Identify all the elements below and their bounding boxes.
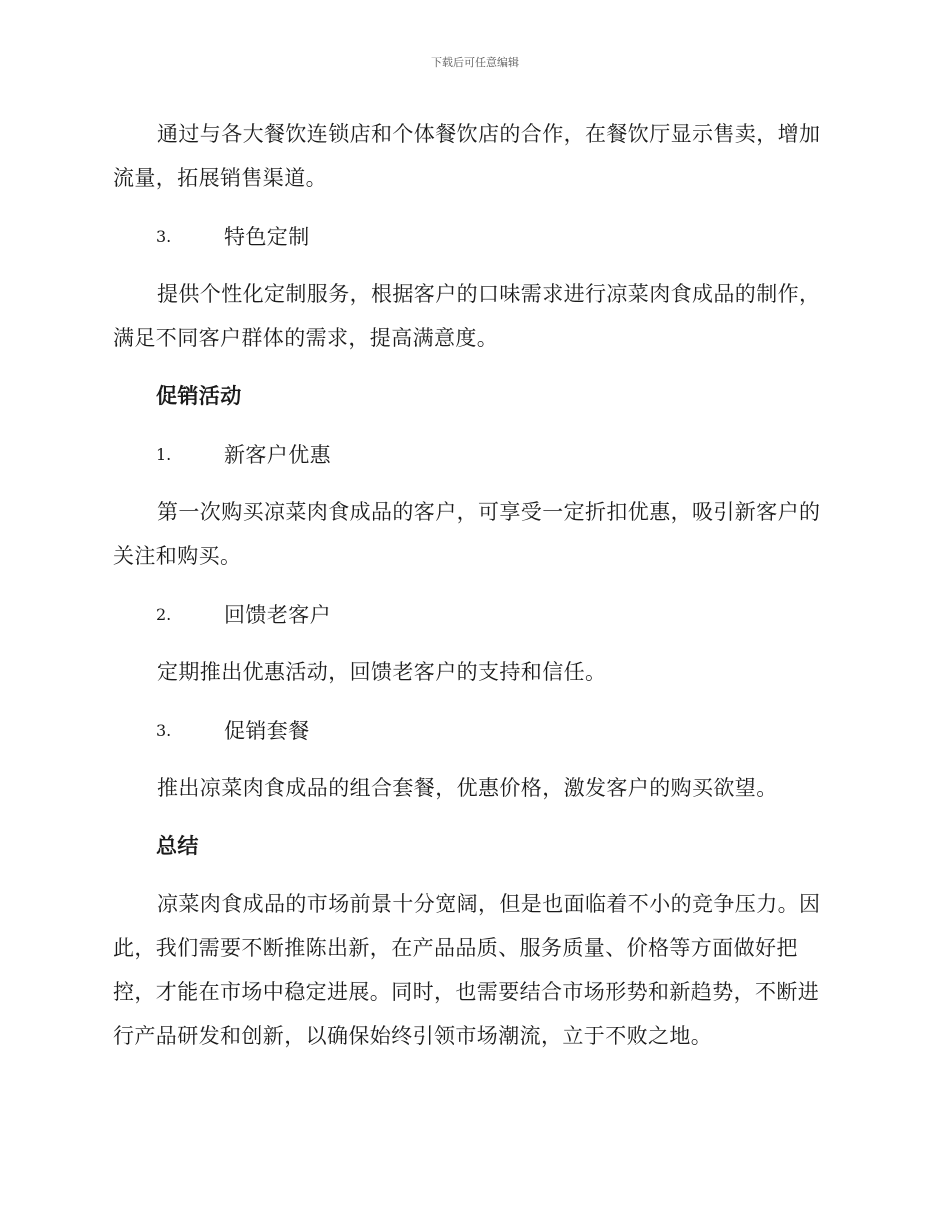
list-item-custom [113,214,833,258]
list-number: 2. [156,604,172,624]
list-label: 促销套餐 [224,719,310,743]
section-heading-promotions: 促销活动 [156,384,242,408]
list-item-return-customer [113,592,833,636]
page-header: 下载后可任意编辑 [431,56,519,69]
paragraph-custom-service: 提供个性化定制服务，根据客户的口味需求进行凉菜肉食成品的制作，满足不同客户群体的需求，提高满意度。 [113,282,821,350]
list-number: 1. [156,444,172,464]
list-item-new-customer [113,432,833,476]
paragraph-new-customer: 第一次购买凉菜肉食成品的客户，可享受一定折扣优惠，吸引新客户的关注和购买。 [113,500,821,568]
list-label: 回馈老客户 [224,603,331,627]
list-item-package [113,708,833,752]
list-label: 新客户优惠 [224,443,331,467]
list-number: 3. [156,720,172,740]
paragraph-sales-channels: 通过与各大餐饮连锁店和个体餐饮店的合作，在餐饮厅显示售卖，增加流量，拓展销售渠道。 [113,122,821,190]
section-heading-summary: 总结 [156,834,199,858]
list-label: 特色定制 [224,225,310,249]
document-body [113,112,833,1072]
paragraph-summary: 凉菜肉食成品的市场前景十分宽阔，但是也面临着不小的竞争压力。因此，我们需要不断推陈出新，在产品品质、服务质量、价格等方面做好把控，才能在市场中稳定进展。同时，也需要结合市场形势和新趋势，不断进行产品研发和创新，以确保始终引领市场潮流，立于不败之地。 [113,892,821,1048]
list-number: 3. [156,226,172,246]
paragraph-package: 推出凉菜肉食成品的组合套餐，优惠价格，激发客户的购买欲望。 [157,776,778,800]
paragraph-return-customer: 定期推出优惠活动，回馈老客户的支持和信任。 [157,660,607,684]
